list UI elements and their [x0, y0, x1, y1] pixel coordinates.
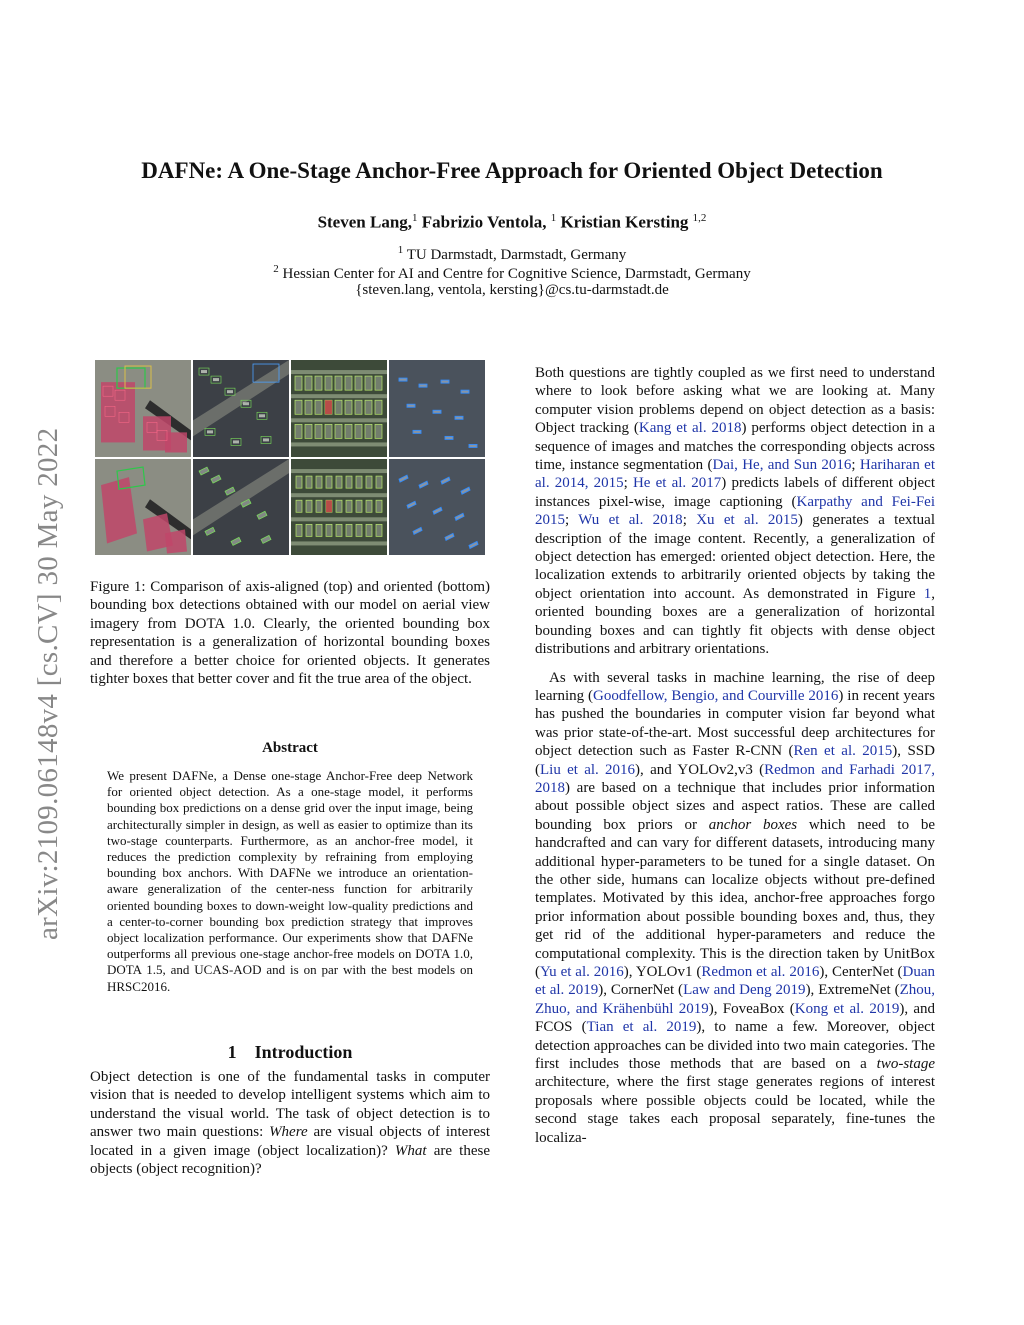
- citation-link[interactable]: Kang et al. 2018: [638, 420, 742, 437]
- author-affiliation-mark: 1: [412, 212, 418, 224]
- aerial-image-tile: [95, 459, 191, 556]
- section-heading-introduction: [90, 1042, 490, 1063]
- abstract-heading: Abstract: [262, 740, 318, 756]
- body-text: Object detection is one of the fundamental tasks in computer vision that is needed to develop intelligent systems which aim to understand the visual world. The task of object detection is to answer two main questions:: [90, 1069, 490, 1141]
- author-name: Fabrizio Ventola,: [421, 212, 547, 232]
- body-text: ), ExtremeNet (: [805, 982, 900, 999]
- author-list: [0, 212, 1024, 233]
- aerial-image-tile: [291, 360, 387, 457]
- citation-link[interactable]: Wu et al. 2018: [578, 512, 683, 529]
- citation-link[interactable]: Yu et al. 2016: [540, 964, 624, 980]
- section-title: Introduction: [254, 1042, 353, 1062]
- body-text: which need to be handcrafted and can vary for different datasets, introducing many additional hyper-parameters to be tuned for a single dataset. On the other side, humans can localize objects without pre-defined templates. Motivated by this idea, anchor-free approaches forgo prior information about possible bounding boxes and, thus, they get rid of the additional hyper-parameters and reduce the computational complexity. This is the direction taken by UnitBox (: [535, 816, 935, 980]
- citation-link[interactable]: Xu et al. 2015: [696, 512, 798, 529]
- author-name: Steven Lang,: [317, 212, 413, 232]
- body-text: ), CornerNet (: [598, 982, 684, 999]
- aerial-image-tile: [95, 360, 191, 457]
- introduction-paragraph-1: [90, 1068, 490, 1178]
- body-text: ) are based on a technique that includes prior information about possible object sizes and aspect ratios. These are called bounding box priors or: [535, 779, 935, 833]
- citation-link[interactable]: Liu et al. 2016: [540, 761, 636, 778]
- body-text: ) generates a textual description of the image content. Recently, a generalization of object detection has emerged: oriented object detection. Here, the localization extends to arbitrarily oriented objects by taking the object orientation into account. As demonstrated in Figure: [535, 512, 935, 602]
- aerial-image-tile: [389, 360, 485, 457]
- body-text: ) in recent years has pushed the boundaries in computer vision far beyond what was prior state-of-the-art. Most successful deep architectures for object detection such as Faster R-CNN (: [535, 687, 936, 760]
- separator: ;: [623, 475, 633, 492]
- figure-1-caption: Figure 1: Comparison of axis-aligned (top) and oriented (bottom) bounding box detections obtained with our model on aerial view imagery from DOTA 1.0. Clearly, the oriented bounding box representation is a generalization of horizontal bounding boxes and therefore a better choice for oriented objects. It generates tighter boxes that better cover and fit the true area of the object.: [90, 579, 490, 688]
- emphasis-text: anchor boxes: [708, 816, 798, 833]
- right-column: [535, 364, 935, 1147]
- aerial-image-tile: [291, 459, 387, 556]
- citation-link[interactable]: He et al. 2017: [632, 475, 722, 492]
- author-name: Kristian Kersting: [560, 212, 689, 232]
- body-text: ), SSD (: [535, 743, 935, 778]
- citation-link[interactable]: Goodfellow, Bengio, and Courville 2016: [593, 687, 839, 704]
- affiliation-1: [0, 244, 1024, 264]
- body-text: ), to name a few. Moreover, object detection approaches can be divided into two main categories. The first includes those methods that are based on a: [535, 1019, 935, 1073]
- emphasis-text: two-stage: [876, 1056, 935, 1073]
- separator: ;: [565, 512, 579, 529]
- body-text: ), FoveaBox (: [708, 1000, 795, 1017]
- aerial-image-tile: [389, 459, 485, 556]
- affiliation-text: Hessian Center for AI and Centre for Cognitive Science, Darmstadt, Germany: [282, 266, 751, 282]
- body-text: ), CenterNet (: [819, 964, 903, 980]
- citation-link[interactable]: Redmon and Farhadi 2017, 2018: [535, 761, 935, 796]
- body-text: ) predicts labels of different object instances pixel-wise, image captioning (: [535, 475, 936, 510]
- figure-reference-link[interactable]: 1: [923, 585, 932, 602]
- emphasis-text: Where: [269, 1124, 308, 1141]
- right-paragraph-1: [535, 364, 935, 659]
- abstract-text: We present DAFNe, a Dense one-stage Anchor-Free deep Network for oriented object detection. As a one-stage model, it performs bounding box predictions on a dense grid over the input image, being architecturally simpler in design, as well as easier to optimize than its two-stage counterparts. Furthermore, as an anchor-free model, it reduces the prediction complexity by refraining from employing bounding box anchors. With DAFNe we introduce an orientation-aware generalization of the center-ness function for arbitrarily oriented bounding boxes to down-weight low-quality predictions and a center-to-corner bounding box prediction strategy that improves object localization performance. Our experiments show that DAFNe outperforms all previous one-stage anchor-free models on DOTA 1.0, DOTA 1.5, and UCAS-AOD and is on par with the best models on HRSC2016.: [107, 768, 473, 994]
- affiliation-text: TU Darmstadt, Darmstadt, Germany: [406, 247, 627, 263]
- citation-link[interactable]: Ren et al. 2015: [793, 743, 893, 760]
- aerial-image-tile: [193, 459, 289, 556]
- section-number: 1: [227, 1042, 237, 1062]
- citation-link[interactable]: Redmon et al. 2016: [701, 964, 820, 980]
- body-text: As with several tasks in machine learning, the rise of deep learning (: [535, 669, 935, 704]
- citation-link[interactable]: Tian et al. 2019: [586, 1019, 697, 1036]
- citation-link[interactable]: Karpathy and Fei-Fei 2015: [535, 493, 935, 529]
- body-text: architecture, where the first stage generates regions of interest proposals where possible objects could be located, while the second stage takes each proposal separately, fine-tunes the localiza-: [535, 1074, 935, 1146]
- affiliation-mark: 2: [273, 263, 279, 275]
- affiliation-2: [0, 263, 1024, 283]
- citation-link[interactable]: Zhou, Zhuo, and Krähenbühl 2019: [535, 982, 935, 1017]
- author-affiliation-mark: 1: [550, 212, 557, 224]
- body-text: Both questions are tightly coupled as we first need to understand where to look before asking what we are looking at. Many computer vision problems depend on object detection as a basis: Object tracking (: [535, 365, 935, 437]
- citation-link[interactable]: Dai, He, and Sun 2016: [712, 457, 852, 474]
- affiliation-mark: 1: [397, 244, 404, 256]
- citation-link[interactable]: Law and Deng 2019: [683, 982, 806, 999]
- body-text: ), and YOLOv2,v3 (: [635, 761, 765, 778]
- body-text: ), and FCOS (: [535, 1000, 936, 1036]
- body-text: , oriented bounding boxes are a generalization of horizontal bounding boxes and can tightly fit objects with dense object distributions and arbitrary orientations.: [535, 585, 935, 658]
- body-text: ), YOLOv1 (: [623, 964, 702, 980]
- figure-1-image-grid: [95, 360, 485, 555]
- author-emails: {steven.lang, ventola, kersting}@cs.tu-darmstadt.de: [355, 282, 669, 298]
- right-paragraph-2: [535, 669, 935, 1148]
- citation-link[interactable]: Hariharan et al. 2014, 2015: [535, 457, 935, 492]
- paper-title: DAFNe: A One-Stage Anchor-Free Approach for Oriented Object Detection: [141, 158, 883, 183]
- author-affiliation-mark: 1,2: [692, 212, 707, 224]
- citation-link[interactable]: Duan et al. 2019: [535, 964, 935, 999]
- body-text: are visual objects of interest located in a given image (object localization)?: [90, 1124, 490, 1159]
- citation-link[interactable]: Kong et al. 2019: [794, 1000, 900, 1017]
- separator: ;: [682, 512, 697, 529]
- separator: ;: [851, 457, 860, 474]
- body-text: ) performs object detection in a sequence of images and matches the corresponding objects across time, instance segmentation (: [535, 420, 936, 474]
- aerial-image-tile: [193, 360, 289, 457]
- body-text: are these objects (object recognition)?: [90, 1142, 490, 1178]
- emphasis-text: What: [394, 1142, 427, 1159]
- arxiv-identifier: arXiv:2109.06148v4 [cs.CV] 30 May 2022: [32, 427, 64, 940]
